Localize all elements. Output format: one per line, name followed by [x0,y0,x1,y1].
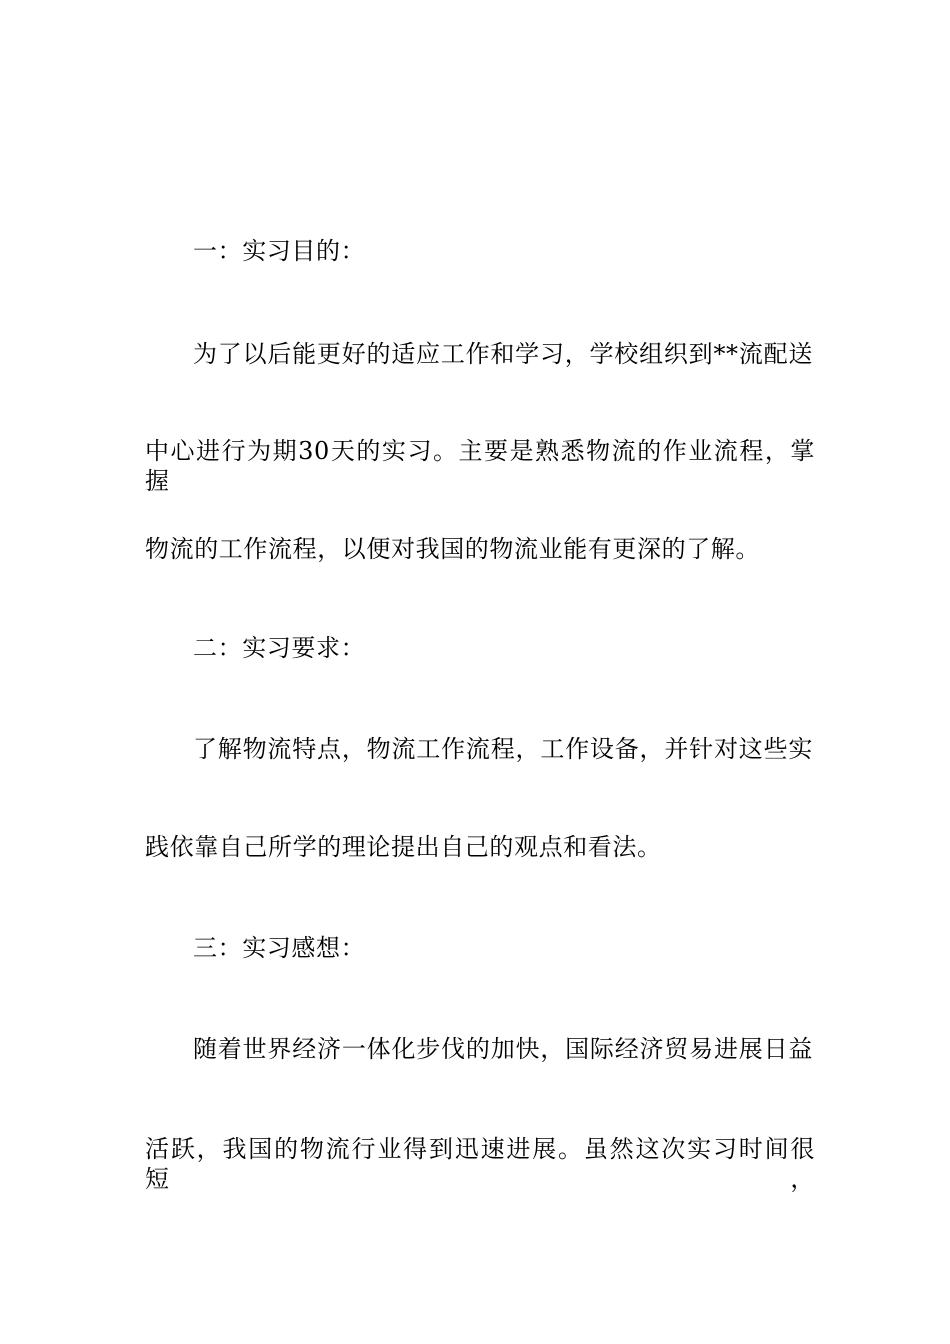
paragraph-line: 为了以后能更好的适应工作和学习，学校组织到**流配送 [193,340,813,368]
section-heading-purpose: 一：实习目的： [193,237,366,265]
section-heading-reflections: 三：实习感想： [193,934,366,962]
paragraph-line: 活跃，我国的物流行业得到迅速进展。虽然这次实习时间很短， [145,1135,815,1193]
paragraph-line: 践依靠自己所学的理论提出自己的观点和看法。 [145,833,662,861]
section-heading-requirements: 二：实习要求： [193,634,366,662]
paragraph-line: 物流的工作流程，以便对我国的物流业能有更深的了解。 [145,535,760,563]
paragraph-line: 了解物流特点，物流工作流程，工作设备，并针对这些实 [193,735,813,763]
paragraph-line: 随着世界经济一体化步伐的加快，国际经济贸易进展日益 [193,1035,813,1063]
paragraph-line: 中心进行为期30天的实习。主要是熟悉物流的作业流程，掌握 [145,437,815,495]
